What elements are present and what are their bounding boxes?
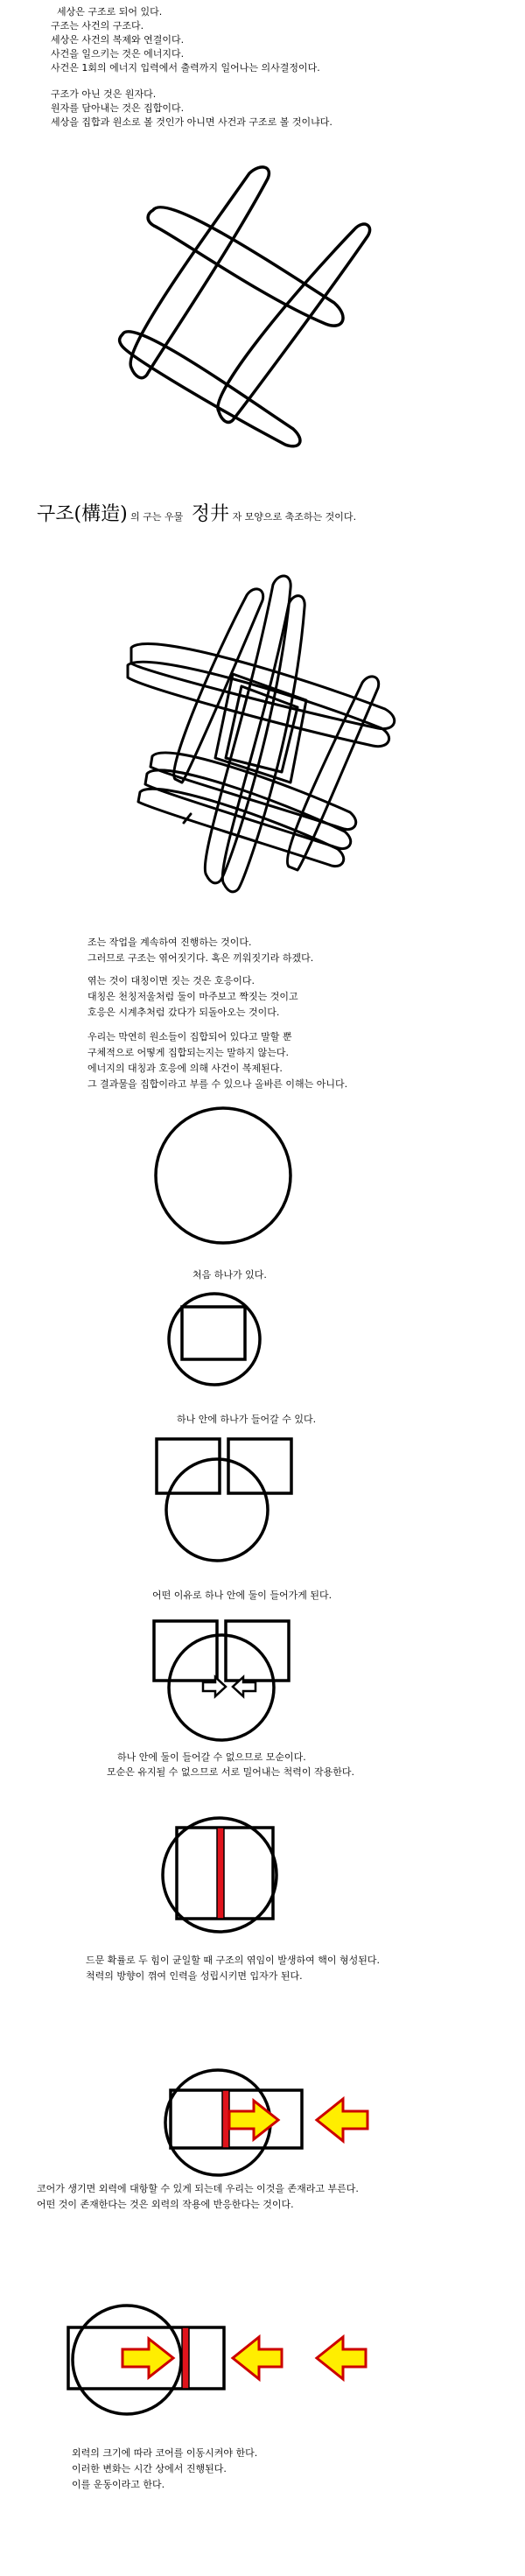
fig6-core-bar bbox=[222, 2090, 229, 2148]
caption-fig5b: 척력의 방향이 꺾여 인력을 성립시키면 입자가 된다. bbox=[86, 1970, 303, 1982]
para1-line-2: 그러므로 구조는 엮어짓기다. 혹은 끼워짓기라 하겠다. bbox=[88, 952, 314, 964]
fig5-rect bbox=[177, 1828, 273, 1919]
hanja-mid: 의 구는 우물 bbox=[130, 511, 184, 523]
fig4-square-left bbox=[154, 1621, 217, 1681]
para3-line-4: 그 결과물을 집합이라고 부를 수 있으나 올바른 이해는 아니다. bbox=[88, 1078, 348, 1090]
intro2-line-3: 세상을 집합과 원소로 볼 것인가 아니면 사건과 구조로 볼 것이냐다. bbox=[51, 116, 332, 128]
hanja-caption bbox=[37, 502, 356, 530]
hanja-big-1: 구조(構造) bbox=[37, 503, 128, 525]
intro-line-4: 사건을 일으키는 것은 에너지다. bbox=[51, 48, 185, 60]
fig3-square-left bbox=[157, 1439, 220, 1493]
fig7-arrow-inner bbox=[122, 2339, 173, 2377]
caption-fig2: 하나 안에 하나가 들어갈 수 있다. bbox=[177, 1414, 317, 1425]
para2-line-2: 대칭은 천칭저울처럼 둘이 마주보고 짝짓는 것이고 bbox=[88, 991, 298, 1002]
para3-line-2: 구체적으로 어떻게 집합되는지는 말하지 않는다. bbox=[88, 1047, 290, 1058]
hanja-end: 자 모양으로 축조하는 것이다. bbox=[232, 511, 357, 523]
para3-line-3: 에너지의 대칭과 호응에 의해 사건이 복제된다. bbox=[88, 1063, 283, 1074]
fig7-core-bar bbox=[182, 2327, 189, 2389]
hanja-big-2: 정井 bbox=[191, 503, 230, 525]
intro-line-1: 세상은 구조로 되어 있다. bbox=[57, 6, 163, 18]
caption-fig7b: 이러한 변화는 시간 상에서 진행된다. bbox=[72, 2463, 227, 2474]
para3-line-1: 우리는 막연히 원소들이 집합되어 있다고 말할 뿐 bbox=[88, 1031, 292, 1042]
fig7-circle bbox=[73, 2306, 181, 2414]
fig7-arrow-mid bbox=[233, 2337, 282, 2379]
fig7-rect bbox=[68, 2327, 224, 2389]
caption-fig1: 처음 하나가 있다. bbox=[192, 1269, 267, 1281]
fig6-circle bbox=[165, 2070, 270, 2175]
fig6-arrow-outer bbox=[317, 2099, 368, 2141]
caption-fig7c: 이를 운동이라고 한다. bbox=[72, 2479, 165, 2490]
fig3-square-right bbox=[228, 1439, 291, 1493]
caption-fig4b: 모순은 유지될 수 없으므로 서로 밀어내는 척력이 작용한다. bbox=[107, 1766, 354, 1778]
intro2-line-2: 원자를 담아내는 것은 집합이다. bbox=[51, 102, 185, 114]
fig1-circle bbox=[156, 1108, 290, 1243]
fig5-core-bar bbox=[217, 1828, 224, 1919]
caption-fig3: 어떤 이유로 하나 안에 둘이 들어가게 된다. bbox=[152, 1590, 332, 1601]
fig6-arrow-inner bbox=[229, 2101, 278, 2139]
caption-fig6b: 어떤 것이 존재한다는 것은 외력의 작용에 반응한다는 것이다. bbox=[37, 2199, 294, 2210]
para1-line-1: 조는 작업을 계속하여 진행하는 것이다. bbox=[88, 937, 252, 948]
fig5-circle bbox=[163, 1818, 276, 1932]
intro-line-2: 구조는 사건의 구조다. bbox=[51, 20, 144, 32]
caption-fig4a: 하나 안에 둘이 들어갈 수 없으므로 모순이다. bbox=[117, 1751, 306, 1763]
fig4-push-arrow-right bbox=[203, 1677, 226, 1696]
intro-line-5: 사건은 1회의 에너지 입력에서 출력까지 일어나는 의사결정이다. bbox=[51, 62, 320, 74]
fig4-push-arrow-left bbox=[233, 1677, 256, 1696]
caption-fig6a: 코어가 생기면 외력에 대항할 수 있게 되는데 우리는 이것을 존재라고 부른다. bbox=[37, 2183, 359, 2194]
fig7-arrow-outer bbox=[317, 2337, 366, 2379]
intro2-line-1: 구조가 아닌 것은 원자다. bbox=[51, 88, 157, 100]
caption-fig5a: 드문 확률로 두 힘이 균일할 때 구조의 엮임이 발생하여 핵이 형성된다. bbox=[86, 1955, 380, 1966]
para2-line-1: 엮는 것이 대칭이면 짓는 것은 호응이다. bbox=[88, 975, 255, 986]
fig6-rect bbox=[171, 2090, 302, 2148]
fig2-square bbox=[182, 1307, 245, 1359]
fig4-square-right bbox=[226, 1621, 289, 1681]
fig4-circle bbox=[169, 1635, 274, 1740]
fig2-circle bbox=[169, 1294, 260, 1385]
caption-fig7a: 외력의 크기에 따라 코어를 이동시켜야 한다. bbox=[72, 2447, 258, 2459]
fig3-circle bbox=[166, 1459, 268, 1561]
para2-line-3: 호응은 시계추처럼 갔다가 되돌아오는 것이다. bbox=[88, 1007, 280, 1018]
intro-line-3: 세상은 사건의 복제와 연결이다. bbox=[51, 34, 185, 46]
